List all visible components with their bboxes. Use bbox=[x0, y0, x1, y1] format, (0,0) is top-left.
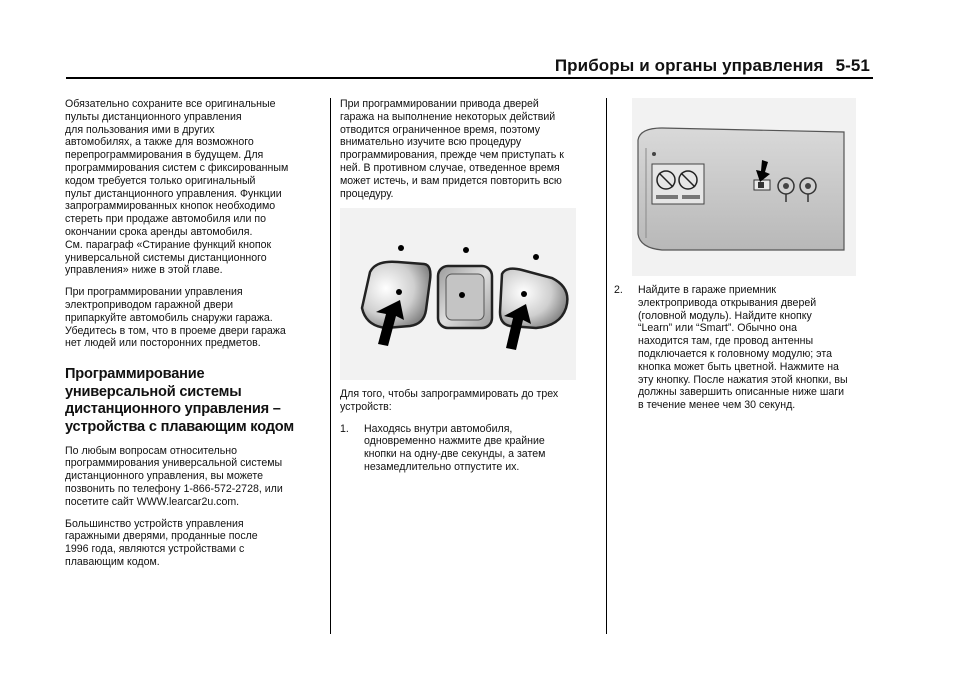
paragraph-time-limit: При программировании привода дверей гаража на выполнение некоторых действий отводится ограниченное время, поэтому внимательно изучите всю процедуру программирования, прежде чем приступать к ней. В противном случае, отведенное время может истечь, и вам придется повторить всю процедуру. bbox=[340, 98, 564, 200]
paragraph-keep-remotes: Обязательно сохраните все оригинальные пульты дистанционного управления для пользования ими в других автомобилях, а также для возможного перепрограммирования в будущем. Для программирования систем с фиксированным кодом требуется только оригинальный пульт дистанционного управления. Функции запрограммированных кнопок необходимо стереть при продаже автомобиля или по окончании срока аренды автомобиля. См. параграф «Стирание функций кнопок универсальной системы дистанционного управления» ниже в этой главе. bbox=[65, 98, 289, 277]
step-1-text: Находясь внутри автомобиля, одновременно нажмите две крайние кнопки на одну-две секунды, а затем незамедлительно отпустите их. bbox=[364, 422, 546, 473]
page-number: 5-51 bbox=[835, 56, 870, 75]
step-2-text: Найдите в гараже приемник электропривода открывания дверей (головной модуль). Найдите кнопку “Learn” или “Smart”. Обычно она находится там, где провод антенны подключается к головному модулю; эта кнопка может быть цветной. Нажмите на эту кнопку. После нажатия этой кнопки, вы должны завершить описанные ниже шаги в течение менее чем 30 секунд. bbox=[638, 284, 848, 412]
column-2-lower bbox=[340, 388, 592, 474]
paragraph-rolling-code-devices: Большинство устройств управления гаражными дверями, проданные после 1996 года, являются устройствами с плавающим кодом. bbox=[65, 517, 258, 568]
column-2 bbox=[340, 98, 592, 209]
paragraph-contact-info: По любым вопросам относительно программирования универсальной системы дистанционного управления, вы можете позвонить по телефону 1-866-572-2728, или посетите сайт WWW.learcar2u.com. bbox=[65, 444, 283, 508]
figure-remote-buttons bbox=[340, 208, 576, 380]
indicator-dot-right bbox=[533, 254, 539, 260]
column-divider-1 bbox=[330, 98, 331, 634]
page-header bbox=[555, 56, 870, 76]
paragraph-park-outside: При программировании управления электроприводом гаражной двери припаркуйте автомобиль снаружи гаража. Убедитесь в том, что в проеме двери гаража нет людей или посторонних предметов. bbox=[65, 286, 286, 350]
indicator-dot-middle bbox=[463, 247, 469, 253]
column-1 bbox=[65, 98, 317, 578]
remote-buttons-illustration bbox=[340, 208, 576, 380]
figure-garage-module bbox=[632, 98, 856, 276]
left-remote-button bbox=[362, 262, 430, 328]
step-2 bbox=[614, 284, 876, 412]
step-1-number: 1. bbox=[340, 422, 349, 435]
section-heading-rolling-code: Программирование универсальной системы дистанционного управления – устройства с плавающим кодом bbox=[65, 366, 294, 435]
column-divider-2 bbox=[606, 98, 607, 634]
garage-module-illustration bbox=[632, 98, 856, 276]
step-1 bbox=[340, 423, 592, 474]
section-title: Приборы и органы управления bbox=[554, 56, 824, 75]
header-rule bbox=[66, 77, 873, 79]
column-3 bbox=[614, 284, 876, 412]
step-2-number: 2. bbox=[614, 284, 623, 296]
indicator-dot-left bbox=[398, 245, 404, 251]
paragraph-program-three: Для того, чтобы запрограммировать до трех устройств: bbox=[340, 388, 559, 413]
